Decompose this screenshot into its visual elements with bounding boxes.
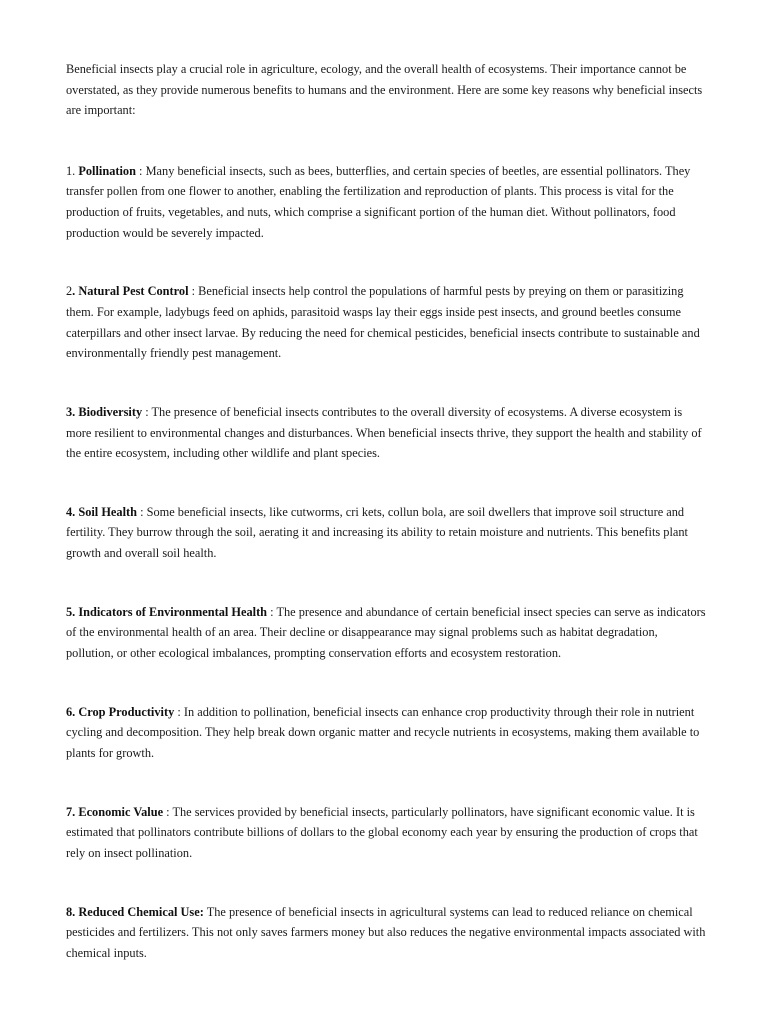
item-title: 5. Indicators of Environmental Health: [66, 604, 268, 619]
item-separator: :: [163, 804, 173, 819]
item-title: 3. Biodiversity: [66, 404, 143, 419]
item-title: . Natural Pest Control: [72, 284, 189, 299]
item-text: Beneficial insects help control the populations of harmful pests by preying on them or parasitizing them. For example, ladybugs feed on aphids, parasitoid wasps lay their eggs inside pest insects, and ground beetles consume caterpillars and other insect larvae. By reducing the need for chemical pesticides, beneficial insects contribute to sustainable and environmentally friendly pest management.: [66, 284, 700, 361]
list-item-biodiversity: [66, 402, 706, 464]
item-separator: :: [188, 284, 199, 299]
item-number: 2: [66, 284, 73, 299]
item-separator: :: [174, 704, 184, 719]
item-text: The presence and abundance of certain beneficial insect species can serve as indicators of the environmental health of an area. Their decline or disappearance may signal problems such as habitat degradation, pollution, or other ecological imbalances, prompting conservation efforts and ecosystem restoration.: [66, 604, 706, 661]
item-text: In addition to pollination, beneficial insects can enhance crop productivity through their role in nutrient cycling and decomposition. They help break down organic matter and recycle nutrients in ecosystems, making them available to plants for growth.: [66, 704, 700, 760]
list-item-soil-health: [66, 502, 706, 564]
item-title: Pollination: [78, 163, 136, 178]
list-item-reduced-chemical-use: [66, 902, 706, 964]
item-separator: :: [136, 504, 147, 519]
item-separator: :: [142, 404, 152, 419]
list-item-economic-value: [66, 802, 706, 864]
item-number: 1.: [66, 163, 79, 178]
item-title: 8. Reduced Chemical Use:: [66, 904, 204, 919]
item-text: Many beneficial insects, such as bees, butterflies, and certain species of beetles, are essential pollinators. They transfer pollen from one flower to another, enabling the fertilization and reproduction of plants. This process is vital for the production of fruits, vegetables, and nuts, which comprise a significant portion of the human diet. Without pollinators, food production would be severely impacted.: [66, 163, 691, 240]
item-title: 7. Economic Value: [66, 804, 164, 819]
item-text: The presence of beneficial insects in agricultural systems can lead to reduced reliance on chemical pesticides and fertilizers. This not only saves farmers money but also reduces the negative environmental impacts associated with chemical inputs.: [66, 904, 706, 960]
item-text: The presence of beneficial insects contributes to the overall diversity of ecosystems. A diverse ecosystem is more resilient to environmental changes and disturbances. When beneficial insects thrive, they support the health and stability of the entire ecosystem, including other wildlife and plant species.: [66, 404, 702, 461]
list-item-crop-productivity: [66, 702, 706, 764]
item-separator: :: [135, 163, 146, 178]
list-item-indicators-of-environmental-health: [66, 602, 706, 664]
list-item-pollination: [66, 161, 706, 243]
intro-paragraph: Beneficial insects play a crucial role in agriculture, ecology, and the overall health of ecosystems. Their importance cannot be overstated, as they provide numerous benefits to humans and the environment. Here are some key reasons why beneficial insects are important:: [66, 62, 703, 118]
list-item-natural-pest-control: [66, 281, 706, 363]
item-separator: :: [267, 604, 277, 619]
item-text: Some beneficial insects, like cutworms, cri kets, collun bola, are soil dwellers that improve soil structure and fertility. They burrow through the soil, aerating it and increasing its ability to retain moisture and nutrients. This benefits plant growth and overall soil health.: [66, 504, 688, 561]
item-title: 6. Crop Productivity: [66, 704, 175, 719]
item-title: 4. Soil Health: [66, 504, 137, 519]
item-text: The services provided by beneficial insects, particularly pollinators, have significant economic value. It is estimated that pollinators contribute billions of dollars to the global economy each year by ensuring the production of crops that rely on insect pollination.: [66, 804, 698, 860]
